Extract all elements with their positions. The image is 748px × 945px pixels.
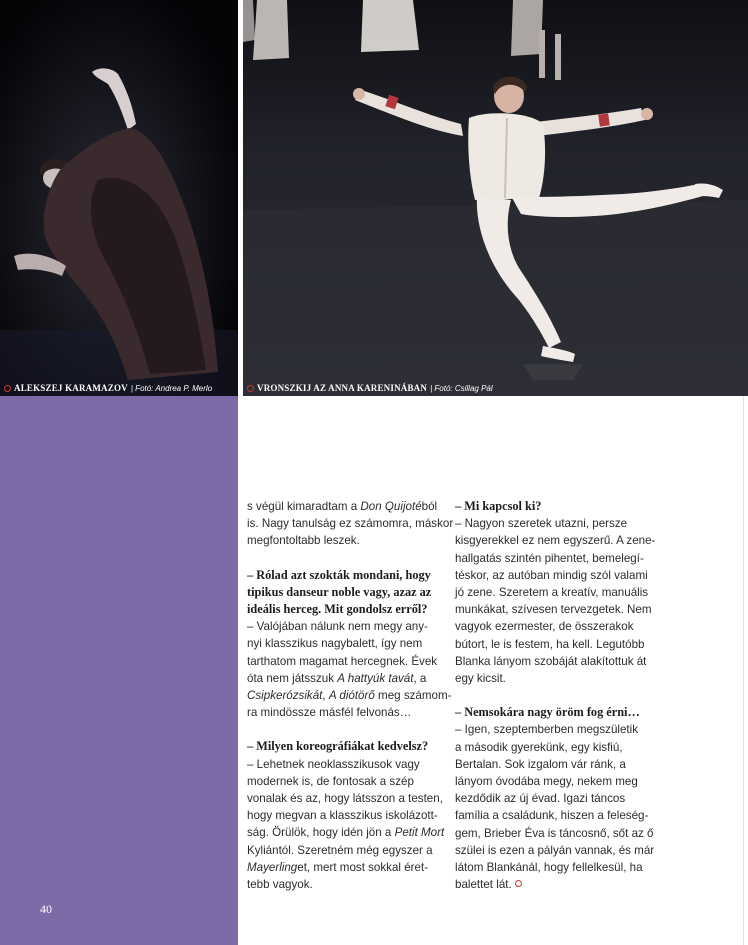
text-line — [455, 756, 655, 773]
text-segment: tarthatom magamat hercegnek. Évek — [247, 654, 438, 668]
text-segment: – Rólad azt szokták mondani, hogy — [247, 567, 431, 582]
photo-caption-left — [4, 383, 212, 393]
text-segment: s végül kimaradtam a — [247, 500, 361, 513]
text-segment: ság. Örülök, hogy idén jön a — [247, 826, 395, 840]
interview-question-line — [247, 567, 451, 584]
text-segment: jó zene. Szeretem a kreatív, manuális — [455, 586, 649, 600]
text-line — [247, 859, 451, 876]
text-segment: ra mindössze másfél felvonás… — [247, 706, 412, 720]
text-line — [455, 515, 655, 532]
photo-caption-right — [247, 383, 493, 393]
purple-side-panel — [0, 396, 238, 945]
text-segment: munkákat, szívesen tervezgetek. Nem — [455, 603, 652, 617]
interview-question-line — [247, 738, 451, 755]
text-line — [455, 807, 655, 824]
text-line — [247, 498, 451, 515]
text-line — [455, 618, 655, 635]
paragraph-gap — [247, 550, 451, 567]
text-line — [247, 635, 451, 652]
text-line — [455, 876, 655, 893]
caption-bullet-icon — [4, 385, 11, 392]
text-segment: Blanka lányom szobáját alakítottuk át — [455, 654, 647, 668]
text-segment: , a — [413, 671, 427, 685]
text-line — [455, 584, 655, 601]
text-line — [247, 670, 451, 687]
text-line — [455, 601, 655, 618]
article-column-left — [247, 498, 454, 893]
caption-credit: | Fotó: Andrea P. Merlo — [130, 383, 213, 393]
text-line — [247, 687, 451, 704]
text-segment: , — [322, 689, 329, 703]
text-line — [247, 842, 451, 859]
text-segment: téskor, az autóban mindig szól valami — [455, 568, 648, 582]
text-line — [455, 550, 655, 567]
text-segment: – Nemsokára nagy öröm fog érni… — [455, 705, 640, 720]
text-line — [455, 842, 655, 859]
text-segment: – Mi kapcsol ki? — [455, 499, 542, 513]
text-segment: gem, Brieber Éva is táncosnő, sőt az ő — [455, 826, 654, 840]
text-segment: kezdődik az új évad. Igazi táncos — [455, 792, 626, 806]
text-segment: lányom óvodába megy, nekem meg — [455, 775, 638, 789]
text-segment: kisgyerekkel ez nem egyszerű. A zene- — [455, 534, 656, 548]
ballet-dancer-image — [243, 0, 748, 396]
photo-alekszej-karamazov — [0, 0, 238, 396]
text-segment: tebb vagyok. — [247, 878, 313, 892]
text-segment: tipikus danseur noble vagy, azaz az — [247, 584, 432, 599]
text-line — [455, 653, 655, 670]
text-segment: szülei is ezen a pályán vannak, és már — [455, 843, 655, 857]
caption-name: ALEKSZEJ KARAMAZOV — [14, 383, 128, 393]
text-line — [247, 704, 451, 721]
text-line — [455, 567, 655, 584]
text-segment: – Igen, szeptemberben megszületik — [455, 723, 639, 737]
text-line — [455, 773, 655, 790]
page-edge-rule — [743, 396, 744, 945]
text-line — [247, 756, 451, 773]
text-segment: látom Blankánál, hogy fellelkesül, ha — [455, 861, 643, 875]
page-number: 40 — [40, 902, 52, 916]
text-segment: et, mert most sokkal éret- — [297, 860, 429, 874]
italic-title: Mayerling — [247, 860, 298, 874]
italic-title: Petit Mort — [394, 826, 445, 840]
paragraph-gap — [247, 721, 451, 738]
text-line — [455, 790, 655, 807]
text-segment: Bertalan. Sok izgalom vár ránk, a — [455, 757, 626, 771]
text-line — [247, 824, 451, 841]
photo-vronszkij — [243, 0, 748, 396]
text-segment: modernek is, de fontosak a szép — [247, 774, 414, 788]
text-line — [247, 790, 451, 807]
paragraph-gap — [455, 687, 655, 704]
text-line — [247, 773, 451, 790]
caption-bullet-icon — [247, 385, 254, 392]
text-line — [455, 825, 655, 842]
text-segment: – Milyen koreográfiákat kedvelsz? — [247, 739, 429, 754]
text-segment: vonalak és az, hogy látsszon a testen, — [247, 792, 443, 806]
text-segment: – Valójában nálunk nem megy any- — [247, 620, 428, 634]
text-segment: megfontoltabb leszek. — [247, 534, 360, 548]
text-segment: óta nem játsszuk — [247, 671, 338, 685]
italic-title: Don Quijoté — [360, 500, 422, 513]
italic-title: Csipkerózsikát — [247, 689, 323, 703]
text-segment: is. Nagy tanulság ez számomra, máskor — [247, 517, 454, 531]
text-line — [247, 876, 451, 893]
text-line — [455, 721, 655, 738]
text-segment: ból — [421, 500, 438, 513]
article-column-right — [455, 498, 655, 893]
text-line — [247, 653, 451, 670]
text-line — [455, 532, 655, 549]
text-line — [247, 807, 451, 824]
dancer-silhouette-image — [0, 0, 238, 396]
text-segment: família a családunk, hiszen a feleség- — [455, 809, 649, 823]
text-line — [247, 515, 454, 532]
italic-title: A hattyúk tavát — [337, 671, 414, 685]
interview-question-line — [455, 498, 655, 515]
text-segment: – Nagyon szeretek utazni, persze — [455, 517, 628, 531]
text-line — [455, 636, 655, 653]
end-of-article-icon — [515, 880, 522, 887]
text-segment: bútort, le is festem, ha kell. Legutóbb — [455, 637, 645, 651]
italic-title: A diótörő — [328, 689, 375, 703]
text-segment: ideális herceg. Mit gondolsz erről? — [247, 602, 428, 617]
text-segment: hogy megvan a klasszikus iskolázott- — [247, 809, 438, 823]
text-line — [247, 532, 451, 549]
text-segment: nyi klasszikus nagybalett, így nem — [247, 637, 423, 651]
caption-credit: | Fotó: Csillag Pál — [430, 383, 493, 393]
text-segment: meg számom- — [374, 689, 452, 703]
text-line — [455, 739, 655, 756]
text-segment: – Lehetnek neoklasszikusok vagy — [247, 757, 420, 771]
text-segment: Kyliántól. Szeretném még egyszer a — [247, 843, 433, 857]
text-line — [455, 670, 655, 687]
interview-question-line — [455, 704, 655, 721]
text-segment: vagyok ezermester, de összerakok — [455, 620, 634, 634]
text-line — [247, 618, 451, 635]
text-line — [455, 859, 655, 876]
interview-question-line — [247, 601, 451, 618]
text-segment: hallgatás szintén pihentet, bemelegí- — [455, 551, 644, 565]
interview-question-line — [247, 584, 451, 601]
caption-name: VRONSZKIJ AZ ANNA KARENINÁBAN — [257, 383, 428, 393]
text-segment: balettet lát. — [455, 878, 512, 892]
text-segment: a második gyerekünk, egy kisfiú, — [455, 740, 623, 754]
text-segment: egy kicsit. — [455, 672, 506, 686]
